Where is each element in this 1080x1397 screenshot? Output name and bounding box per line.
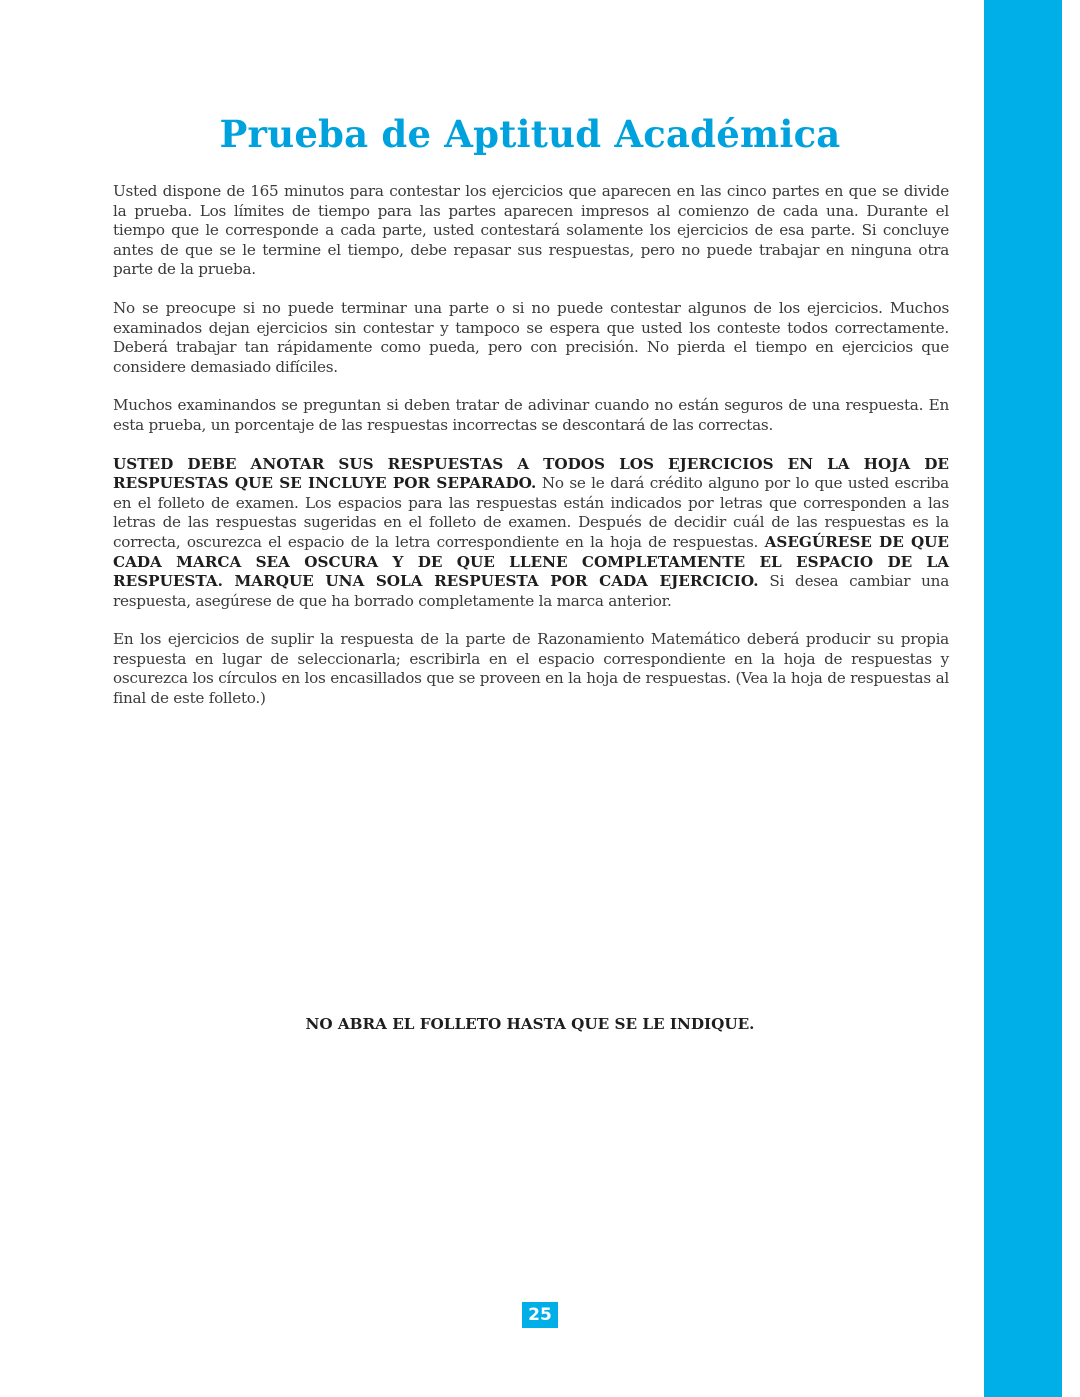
blue-side-bar (984, 0, 1062, 1397)
mark-dark-warning: ASEGÚRESE DE QUE CADA MARCA SEA OSCURA Y DE QUE LLENE COMPLETAMENTE EL ESPACIO DE LA RESPUESTA. MARQUE UNA SOLA RESPUESTA POR CADA EJERCICIO. (113, 532, 949, 591)
answer-sheet-text: No se le dará crédito alguno por lo que usted escriba en el folleto de examen. Los espacios para las respuestas están indicados por letras que corresponden a las letras de las respuestas sugeridas en el folleto de examen. Después de decidir cuál de las respuestas es la correcta, oscurezca el espacio de la letra correspondiente en la hoja de respuestas. (113, 474, 949, 551)
instructions-body (113, 182, 949, 728)
paragraph-unfinished: No se preocupe si no puede terminar una parte o si no puede contestar algunos de los ejercicios. Muchos examinados dejan ejercicios sin contestar y tampoco se espera que usted los conteste todos correctamente. Deberá trabajar tan rápidamente como pueda, pero con precisión. No pierda el tiempo en ejercicios que considere demasiado difíciles. (113, 298, 949, 376)
do-not-open-notice: NO ABRA EL FOLLETO HASTA QUE SE LE INDIQUE. (305, 1015, 755, 1033)
paragraph-guessing: Muchos examinandos se preguntan si deben tratar de adivinar cuando no están seguros de una respuesta. En esta prueba, un porcentaje de las respuestas incorrectas se descontará de las correctas. (113, 396, 949, 434)
paragraph-math-reasoning: En los ejercicios de suplir la respuesta de la parte de Razonamiento Matemático deberá producir su propia respuesta en lugar de seleccionarla; escribirla en el espacio correspondiente en la hoja de respuestas y oscurezca los círculos en los encasillados que se proveen en la hoja de respuestas. (Vea la hoja de respuestas al final de este folleto.) (113, 630, 949, 708)
paragraph-time-limit: Usted dispone de 165 minutos para contestar los ejercicios que aparecen en las cinco partes en que se divide la prueba. Los límites de tiempo para las partes aparecen impresos al comienzo de cada una. Durante el tiempo que le corresponde a cada parte, usted contestará solamente los ejercicios de esa parte. Si concluye antes de que se le termine el tiempo, debe repasar sus respuestas, pero no puede trabajar en ninguna otra parte de la prueba. (113, 182, 949, 279)
page-number-badge: 25 (522, 1302, 558, 1328)
answer-sheet-warning: USTED DEBE ANOTAR SUS RESPUESTAS A TODOS LOS EJERCICIOS EN LA HOJA DE RESPUESTAS QUE SE INCLUYE POR SEPARADO. (113, 454, 949, 493)
change-answer-text: Si desea cambiar una respuesta, asegúrese de que ha borrado completamente la marca anterior. (113, 572, 950, 610)
paragraph-answer-sheet (113, 455, 949, 612)
page-title: Prueba de Aptitud Académica (219, 112, 841, 156)
